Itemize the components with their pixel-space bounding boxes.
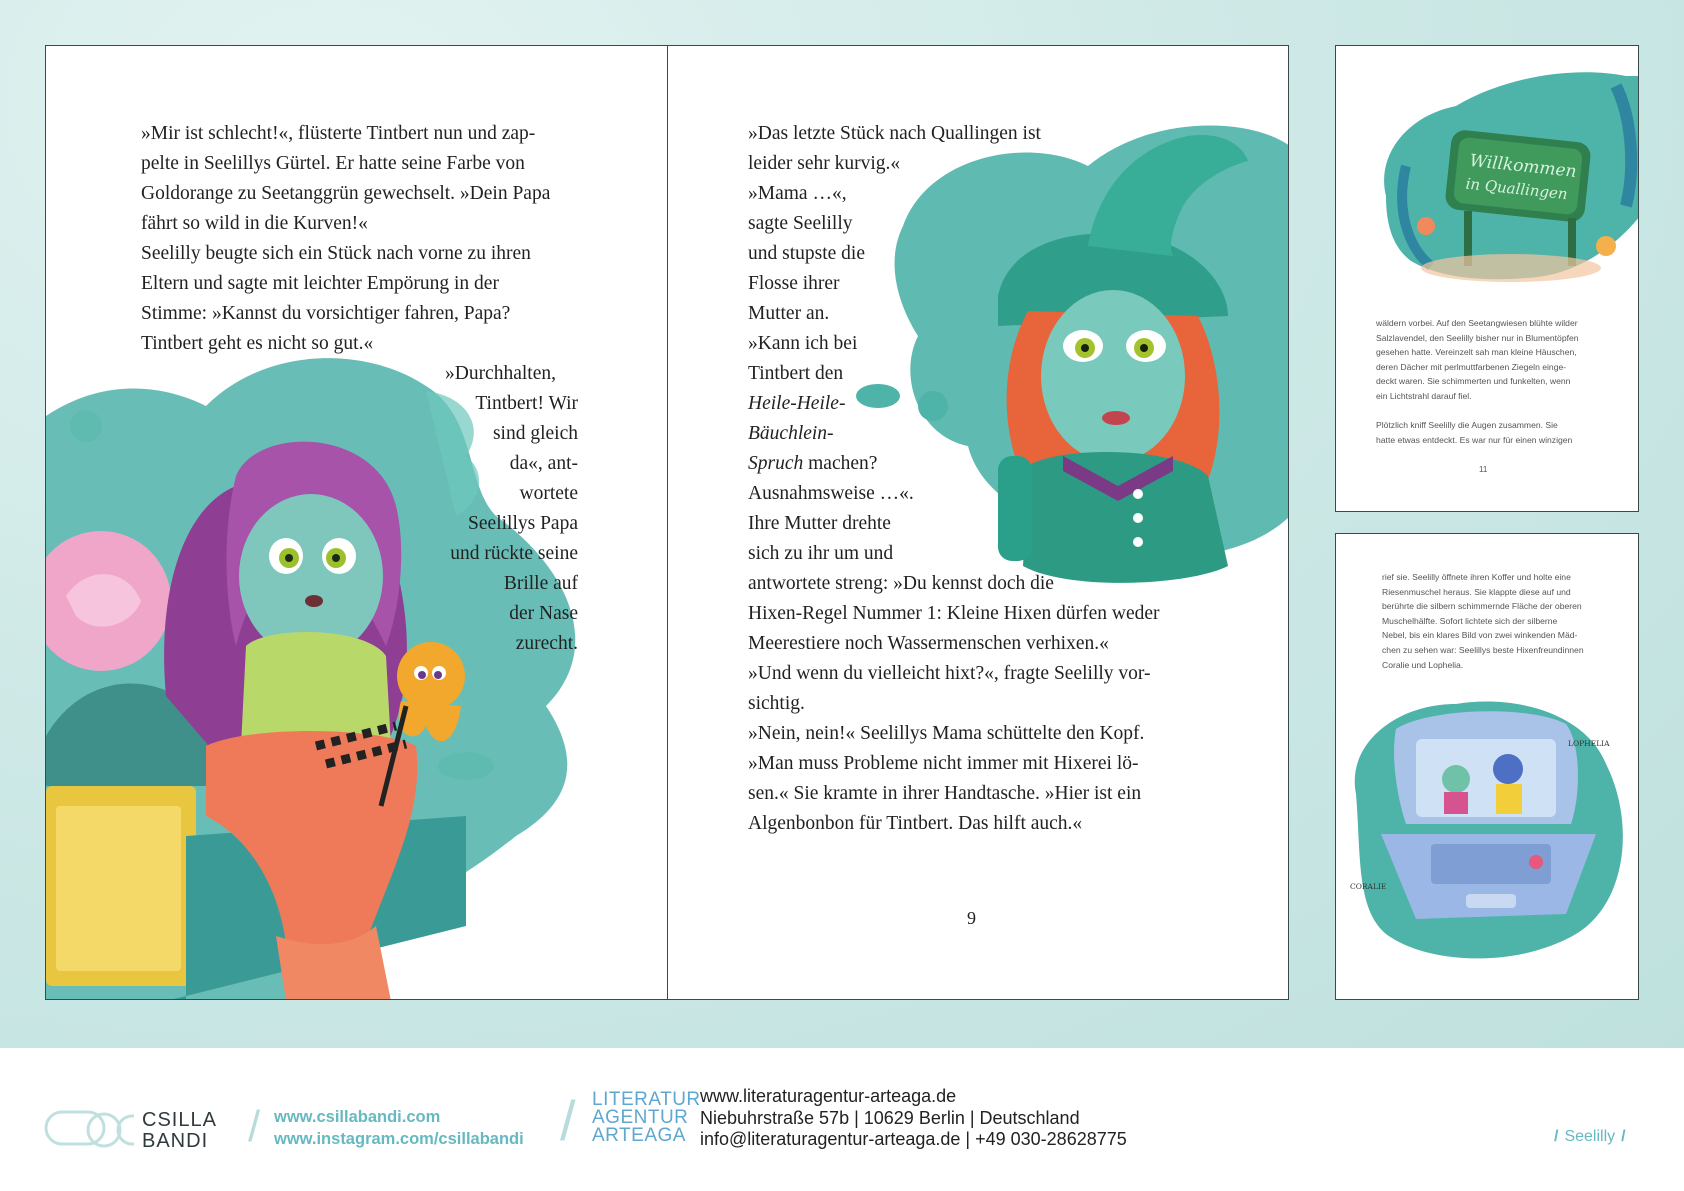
thumbnail-page-number: 11 xyxy=(1479,465,1488,474)
brand-name xyxy=(142,1110,217,1152)
text-line: »Das letzte Stück nach Quallingen ist xyxy=(748,123,1041,144)
sign-line-1: Willkommen xyxy=(1468,150,1578,183)
left-page-wrap-text xyxy=(346,359,578,659)
label-lophelia: LOPHELIA xyxy=(1568,739,1610,748)
agency-website[interactable]: www.literaturagentur-arteaga.de xyxy=(700,1086,957,1106)
text-line: »Und wenn du vielleicht hixt?«, fragte Seelilly vor- xyxy=(748,663,1151,684)
text-line: Mutter an. xyxy=(748,303,830,324)
text-line: Plötzlich kniff Seelilly die Augen zusammen. Sie xyxy=(1376,420,1558,431)
text-line xyxy=(1376,404,1626,419)
divider-slash: / xyxy=(248,1102,261,1151)
text-line: Brille auf xyxy=(503,573,578,594)
text-line: deren Dächer mit perlmuttfarbenen Ziegeln einge- xyxy=(1376,361,1567,372)
text-line: hatte etwas entdeckt. Es war nur für einen winzigen xyxy=(1376,434,1573,445)
text-line: da«, ant- xyxy=(509,453,578,474)
website-link[interactable]: www.csillabandi.com xyxy=(274,1108,441,1126)
divider-slash: / xyxy=(560,1089,576,1152)
text-line-italic: Bäuchlein- xyxy=(748,423,834,444)
text-line: Seelillys Papa xyxy=(468,513,578,534)
agency-address: Niebuhrstraße 57b | 10629 Berlin | Deutschland xyxy=(700,1107,1080,1128)
text-line: Algenbonbon für Tintbert. Das hilft auch.« xyxy=(748,813,1083,834)
text-line: Flosse ihrer xyxy=(748,273,840,294)
text-line: »Mama …«, xyxy=(748,183,847,204)
text-line: Coralie und Lophelia. xyxy=(1382,659,1464,670)
text-line: sich zu ihr um und xyxy=(748,543,894,564)
text-line: Salzlavendel, den Seelilly bisher nur in Blumentöpfen xyxy=(1376,332,1579,343)
text-line: pelte in Seelillys Gürtel. Er hatte seine Farbe von xyxy=(141,153,525,174)
left-page-text-block xyxy=(141,119,581,359)
italic-word: Spruch xyxy=(748,453,804,474)
text-line: der Nase xyxy=(509,603,578,624)
text-line: Muschelhälfte. Sofort lichtete sich der silberne xyxy=(1382,615,1558,626)
thumbnail-text-bottom xyxy=(1382,570,1632,672)
book-page-left xyxy=(45,45,668,1000)
text-line: Riesenmuschel heraus. Sie klappte diese auf und xyxy=(1382,586,1571,597)
text-line: und stupste die xyxy=(748,243,865,264)
sign-line-2: in Quallingen xyxy=(1464,174,1569,204)
text-line: leider sehr kurvig.« xyxy=(748,153,901,174)
agency-logo xyxy=(592,1091,701,1145)
brand-line-1: CSILLA xyxy=(142,1109,217,1131)
text-line: Tintbert geht es nicht so gut.« xyxy=(141,333,374,354)
text-line: Meerestiere noch Wassermenschen verhixen.« xyxy=(748,633,1109,654)
agency-contact[interactable]: info@literaturagentur-arteaga.de | +49 030-28628775 xyxy=(700,1129,1127,1149)
agency-info xyxy=(700,1086,1127,1151)
text-line: »Man muss Probleme nicht immer mit Hixerei lö- xyxy=(748,753,1139,774)
text-line: rief sie. Seelilly öffnete ihren Koffer und holte eine xyxy=(1382,572,1571,582)
text-line: Ausnahmsweise …«. xyxy=(748,483,914,504)
footer xyxy=(0,1048,1684,1191)
text-line: chen zu sehen war: Seelillys beste Hixenfreundinnen xyxy=(1382,644,1584,655)
page-thumbnail-top xyxy=(1335,45,1639,512)
csilla-bandi-logo-icon xyxy=(44,1108,134,1152)
agency-logo-line: ARTEAGA xyxy=(592,1125,686,1146)
right-page-text-block xyxy=(748,119,1268,839)
text-line-italic: Heile-Heile- xyxy=(748,393,846,414)
text-fragment: machen? xyxy=(803,453,878,474)
text-line: deckt waren. Sie schimmerten und funkelten, wenn xyxy=(1376,376,1571,387)
text-line: Stimme: »Kannst du vorsichtiger fahren, Papa? xyxy=(141,303,511,324)
agency-logo-line: AGENTUR xyxy=(592,1107,689,1128)
text-line: sen.« Sie kramte in ihrer Handtasche. »Hier ist ein xyxy=(748,783,1142,804)
agency-logo-line: LITERATUR xyxy=(592,1089,701,1110)
tag-bar: / xyxy=(1554,1128,1559,1145)
page-thumbnail-bottom xyxy=(1335,533,1639,1000)
text-line: Ihre Mutter drehte xyxy=(748,513,891,534)
book-page-right xyxy=(667,45,1289,1000)
text-line: Tintbert! Wir xyxy=(475,393,578,414)
text-line: Tintbert den xyxy=(748,363,844,384)
text-line: berührte die silbern schimmernde Fläche der oberen xyxy=(1382,601,1582,612)
text-line: sichtig. xyxy=(748,693,805,714)
text-line: sagte Seelilly xyxy=(748,213,853,234)
brand-line-2: BANDI xyxy=(142,1130,209,1152)
text-line xyxy=(748,449,1268,479)
text-line: »Mir ist schlecht!«, flüsterte Tintbert nun und zap- xyxy=(141,123,536,144)
text-line: sind gleich xyxy=(492,423,578,444)
text-line: »Nein, nein!« Seelillys Mama schüttelte den Kopf. xyxy=(748,723,1145,744)
text-line: wäldern vorbei. Auf den Seetangwiesen blühte wilder xyxy=(1376,318,1578,328)
instagram-link[interactable]: www.instagram.com/csillabandi xyxy=(274,1130,524,1148)
shell-laptop-illustration xyxy=(1336,684,1639,984)
page-number: 9 xyxy=(967,908,976,928)
text-line: wortete xyxy=(519,483,578,504)
text-line: Eltern und sagte mit leichter Empörung in der xyxy=(141,273,499,294)
thumbnail-text-top xyxy=(1376,316,1626,447)
text-line: und rückte seine xyxy=(450,543,578,564)
text-line: »Kann ich bei xyxy=(748,333,858,354)
book-title: Seelilly xyxy=(1564,1128,1616,1145)
text-line: Hixen-Regel Nummer 1: Kleine Hixen dürfen weder xyxy=(748,603,1160,624)
tag-bar: / xyxy=(1621,1128,1626,1145)
text-line: »Durchhalten, xyxy=(444,363,556,384)
welcome-sign-illustration xyxy=(1336,46,1639,306)
book-title-tag xyxy=(1548,1128,1632,1146)
text-line: ein Lichtstrahl darauf fiel. xyxy=(1376,390,1472,401)
text-line: zurecht. xyxy=(515,633,578,654)
text-line: Seelilly beugte sich ein Stück nach vorne zu ihren xyxy=(141,243,531,264)
label-coralie: CORALIE xyxy=(1350,882,1387,891)
text-line: fährt so wild in die Kurven!« xyxy=(141,213,368,234)
text-line: Goldorange zu Seetanggrün gewechselt. »Dein Papa xyxy=(141,183,551,204)
text-line: gesehen hatte. Vereinzelt sah man kleine Häuschen, xyxy=(1376,347,1577,358)
text-line: Nebel, bis ein klares Bild von zwei winkenden Mäd- xyxy=(1382,630,1578,641)
text-line: antwortete streng: »Du kennst doch die xyxy=(748,573,1054,594)
